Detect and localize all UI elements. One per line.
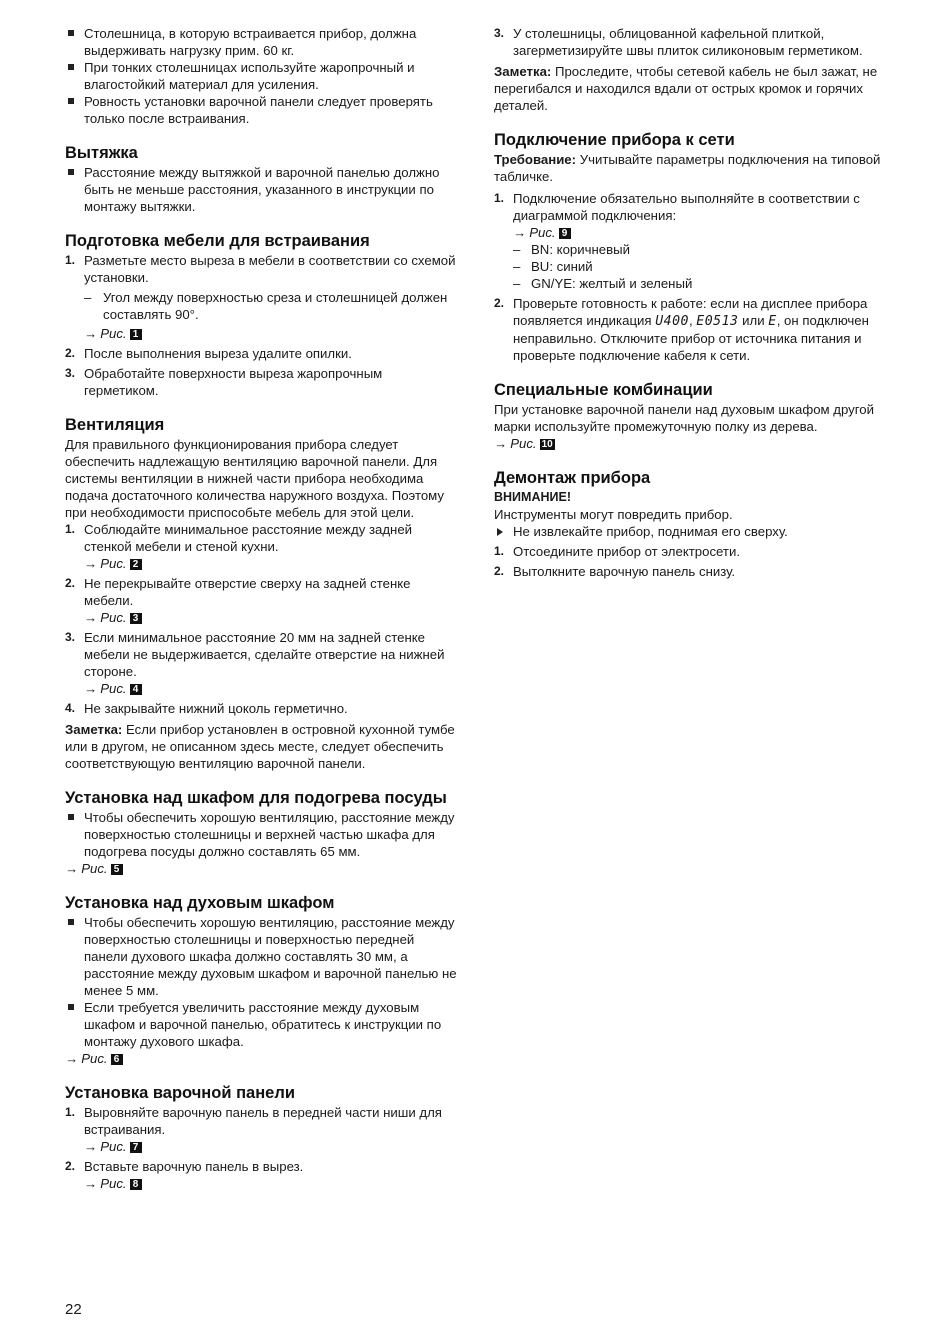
step-text: Отсоедините прибор от электросети.: [513, 544, 741, 559]
list-item: 2. Вставьте варочную панель в вырез. → Рис. 8: [65, 1158, 460, 1192]
figure-reference: → Рис. 9: [513, 224, 889, 241]
figure-number-badge: 4: [130, 684, 142, 695]
right-column: [494, 25, 889, 583]
step-text: Не закрывайте нижний цоколь герметично.: [84, 701, 348, 716]
oven-bullets: [65, 914, 460, 1050]
list-item: 3. Если минимальное расстояние 20 мм на задней стенке мебели не выдерживается, сделайте отверстие на нижней стороне. → Рис. 4: [65, 629, 460, 697]
list-item: Расстояние между вытяжкой и варочной панелью должно быть не меньше расстояния, указанного в инструкции по монтажу вытяжки.: [65, 164, 460, 215]
figure-number-badge: 2: [130, 559, 142, 570]
left-column: [65, 25, 460, 1195]
list-item: 3. Обработайте поверхности выреза жаропрочным герметиком.: [65, 366, 383, 398]
section-title-oven: Установка над духовым шкафом: [65, 894, 335, 912]
figure-number-badge: 8: [130, 1179, 142, 1190]
figure-number-badge: 7: [130, 1142, 142, 1153]
step-text: Подключение обязательно выполняйте в соответствии с диаграммой подключения:: [513, 191, 860, 223]
figure-number-badge: 3: [130, 613, 142, 624]
display-code: E0513: [696, 314, 739, 329]
step-sub-item: – Угол между поверхностью среза и столешницей должен составлять 90°.: [84, 289, 460, 323]
section-title-special: Специальные комбинации: [494, 381, 713, 399]
step-text: Вытолкните варочную панель снизу.: [513, 564, 736, 579]
list-item: Чтобы обеспечить хорошую вентиляцию, расстояние между поверхностью столешницы и верхней частью шкафа для подогрева посуды должно составлять 65 мм.: [65, 809, 460, 860]
list-item: 4. Не закрывайте нижний цоколь герметично.: [65, 701, 348, 716]
connection-steps: [494, 190, 889, 364]
list-item: При тонких столешницах используйте жаропрочный и влагостойкий материал для усиления.: [65, 59, 460, 93]
figure-number-badge: 5: [111, 864, 123, 875]
furniture-steps: [65, 252, 460, 399]
page-number: 22: [65, 1301, 82, 1318]
figure-number-badge: 10: [541, 439, 553, 450]
section-title-ventilation: Вентиляция: [65, 416, 165, 434]
figure-reference: → Рис. 1: [84, 325, 460, 342]
section-title-furniture: Подготовка мебели для встраивания: [65, 232, 370, 250]
figure-reference: → Рис. 8: [84, 1175, 460, 1192]
step-text: , он подключен неправильно. Отключите прибор от источника питания и проверьте подключение кабеля к сети.: [513, 313, 869, 363]
list-item: 1. Подключение обязательно выполняйте в соответствии с диаграммой подключения: → Рис. 9 – BN: коричневый – BU: синий – GN/YE: желтый и зеленый: [494, 190, 889, 292]
figure-number-badge: 1: [130, 329, 142, 340]
display-code: E: [768, 314, 777, 329]
wire-color-item: – GN/YE: желтый и зеленый: [513, 275, 889, 292]
warning-label: ВНИМАНИЕ!: [494, 490, 571, 504]
step-text: После выполнения выреза удалите опилки.: [84, 346, 352, 361]
list-item: Ровность установки варочной панели следует проверять только после встраивания.: [65, 93, 460, 127]
list-item: 1. Соблюдайте минимальное расстояние между задней стенкой мебели и стеной кухни. → Рис. 2: [65, 521, 460, 572]
step-text: Соблюдайте минимальное расстояние между задней стенкой мебели и стеной кухни.: [84, 522, 413, 554]
section-title-connection: Подключение прибора к сети: [494, 131, 735, 149]
figure-number-badge: 6: [111, 1054, 123, 1065]
figure-number-badge: 9: [559, 228, 571, 239]
ventilation-intro: Для правильного функционирования прибора следует обеспечить надлежащую вентиляцию варочной панели. Для системы вентиляции в нижней части прибора необходима подача достаточного количества наружного воздуха. Поэтому при необходимости приспособьте мебель для этой цели.: [65, 437, 444, 520]
list-item: 2. Не перекрывайте отверстие сверху на задней стенке мебели. → Рис. 3: [65, 575, 460, 626]
list-item: 1. Разметьте место выреза в мебели в соответствии со схемой установки. – Угол между поверхностью среза и столешницей должен составлять 90°. → Рис. 1: [65, 252, 460, 342]
connection-requirement: Требование: Учитывайте параметры подключения на типовой табличке.: [494, 152, 881, 184]
figure-reference: → Рис. 6: [65, 1050, 460, 1067]
warning-text: Инструменты могут повредить прибор.: [494, 507, 733, 522]
figure-reference: → Рис. 5: [65, 860, 460, 877]
list-item: 1. Выровняйте варочную панель в передней части ниши для встраивания. → Рис. 7: [65, 1104, 460, 1155]
figure-reference: → Рис. 3: [84, 609, 460, 626]
step-text: Проверьте готовность к работе: если на дисплее прибора появляется индикация: [513, 296, 868, 328]
special-text: При установке варочной панели над духовым шкафом другой марки используйте промежуточную полку из дерева.: [494, 402, 874, 434]
wire-color-item: – BN: коричневый: [513, 241, 889, 258]
step-text: Разметьте место выреза в мебели в соответствии со схемой установки.: [84, 253, 456, 285]
step-text: Вставьте варочную панель в вырез.: [84, 1159, 304, 1174]
figure-reference: → Рис. 2: [84, 555, 460, 572]
list-item: 2. Вытолкните варочную панель снизу.: [494, 564, 736, 579]
list-item: Чтобы обеспечить хорошую вентиляцию, расстояние между поверхностью столешницы и поверхностью передней панели духового шкафа должно составлять 30 мм, а расстояние между духовым шкафом и варочной панелью не менее 5 мм.: [65, 914, 460, 999]
list-item: 1. Отсоедините прибор от электросети.: [494, 544, 741, 559]
section-title-hob-install: Установка варочной панели: [65, 1084, 295, 1102]
intro-bullet-list: [65, 25, 460, 127]
cable-note: Заметка: Проследите, чтобы сетевой кабель не был зажат, не перегибался и находился вдали от острых кромок и горячих деталей.: [494, 64, 878, 113]
figure-reference: → Рис. 7: [84, 1138, 460, 1155]
list-item: Если требуется увеличить расстояние между духовым шкафом и варочной панелью, обратитесь к инструкции по монтажу духового шкафа.: [65, 999, 460, 1050]
section-title-removal: Демонтаж прибора: [494, 469, 651, 487]
step-text: Обработайте поверхности выреза жаропрочным герметиком.: [84, 366, 383, 398]
hob-install-steps: [65, 1104, 460, 1192]
warming-drawer-bullets: [65, 809, 460, 860]
list-item: Столешница, в которую встраивается прибор, должна выдерживать нагрузку прим. 60 кг.: [65, 25, 460, 59]
step-text: У столешницы, облицованной кафельной плиткой, загерметизируйте швы плиток силиконовым герметиком.: [513, 26, 863, 58]
list-item: 2. Проверьте готовность к работе: если на дисплее прибора появляется индикация U400, E0513 или E, он подключен неправильно. Отключите прибор от источника питания и проверьте подключение кабеля к сети.: [494, 296, 869, 363]
figure-reference: → Рис. 10: [494, 436, 553, 451]
list-item: 3. У столешницы, облицованной кафельной плиткой, загерметизируйте швы плиток силиконовым герметиком.: [494, 26, 863, 58]
hob-install-steps-continued: [494, 25, 889, 59]
hood-bullet-list: [65, 164, 460, 215]
instruction-item: Не извлекайте прибор, поднимая его сверху.: [494, 523, 889, 540]
list-item: 2. После выполнения выреза удалите опилки.: [65, 346, 352, 361]
wire-color-item: – BU: синий: [513, 258, 889, 275]
removal-steps: [494, 543, 889, 580]
step-text: Не перекрывайте отверстие сверху на задней стенке мебели.: [84, 576, 411, 608]
section-title-warming-drawer: Установка над шкафом для подогрева посуды: [65, 789, 447, 807]
step-text: Если минимальное расстояние 20 мм на задней стенке мебели не выдерживается, сделайте отверстие на нижней стороне.: [84, 630, 445, 679]
section-title-hood: Вытяжка: [65, 144, 138, 162]
step-text: Выровняйте варочную панель в передней части ниши для встраивания.: [84, 1105, 442, 1137]
display-code: U400: [655, 314, 689, 329]
ventilation-steps: [65, 521, 460, 717]
figure-reference: → Рис. 4: [84, 680, 460, 697]
ventilation-note: Заметка: Если прибор установлен в островной кухонной тумбе или в другом, не описанном здесь месте, следует обеспечить соответствующую вентиляцию варочной панели.: [65, 722, 455, 771]
